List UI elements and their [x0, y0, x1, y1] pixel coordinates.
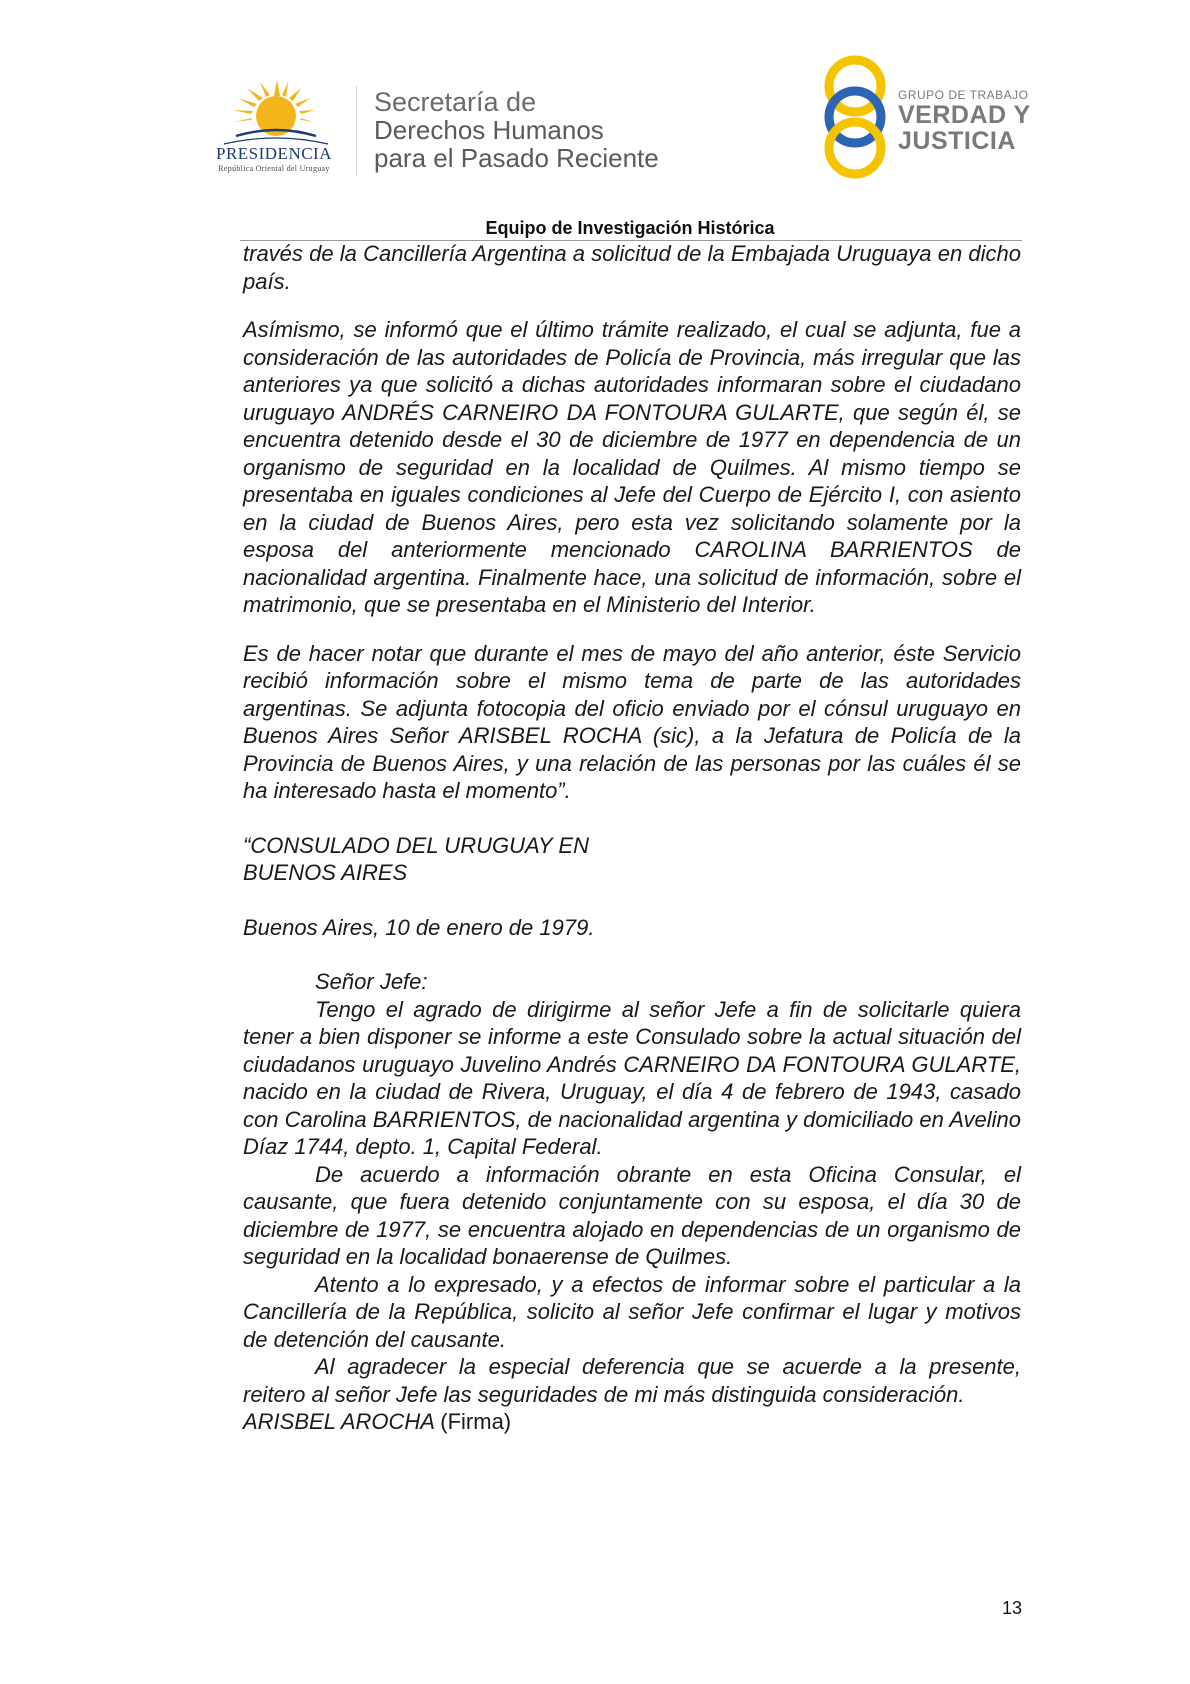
page-number: 13 [1001, 1598, 1022, 1618]
secretaria-line-2: Derechos Humanos [374, 115, 604, 145]
paragraph-3: Es de hacer notar que durante el mes de mayo del año anterior, éste Servicio recibió información sobre el mismo tema de parte de las autoridades argentinas. Se adjunta fotocopia del oficio enviado por el cónsul uruguayo en Buenos Aires Señor ARISBEL ROCHA (sic), a la Jefatura de Policía de la Provincia de Buenos Aires, y una relación de las personas por las cuáles él se ha interesado hasta el momento”. [243, 640, 1021, 803]
unit-heading: Equipo de Investigación Histórica [485, 218, 775, 238]
secretaria-line-3: para el Pasado Reciente [374, 143, 659, 173]
signature-line [243, 1408, 1021, 1436]
signature-note: (Firma) [440, 1409, 512, 1434]
grupo-small-label: GRUPO DE TRABAJO [898, 88, 1029, 102]
consulado-line-1: “CONSULADO DEL URUGUAY EN [243, 832, 589, 858]
letter-salutation: Señor Jefe: [315, 969, 428, 994]
grupo-trabajo-text [898, 88, 1031, 154]
letter-paragraph-1: Tengo el agrado de dirigirme al señor Jefe a fin de solicitarle quiera tener a bien disponer se informe a este Consulado sobre la actual situación del ciudadanos uruguayo Juvelino Andrés CARNEIRO DA FONTOURA GULARTE, nacido en la ciudad de Rivera, Uruguay, el día 4 de febrero de 1943, casado con Carolina BARRIENTOS, de nacionalidad argentina y domiciliado en Avelino Díaz 1744, depto. 1, Capital Federal. [243, 996, 1021, 1159]
page-header [0, 0, 1190, 240]
letter-date: Buenos Aires, 10 de enero de 1979. [243, 914, 595, 940]
consulado-line-2: BUENOS AIRES [243, 860, 408, 885]
document-body [243, 240, 1021, 1436]
presidencia-label: PRESIDENCIA [215, 144, 332, 163]
grupo-big-label-1: VERDAD Y [898, 101, 1031, 129]
paragraph-2: Asímismo, se informó que el último trámite realizado, el cual se adjunta, fue a consideración de las autoridades de Policía de Provincia, más irregular que las anteriores ya que solicitó a dichas autoridades informaran sobre el ciudadano uruguayo ANDRÉS CARNEIRO DA FONTOURA GULARTE, que según él, se encuentra detenido desde el 30 de diciembre de 1977 en dependencia de un organismo de seguridad en la localidad de Quilmes. Al mismo tiempo se presentaba en iguales condiciones al Jefe del Cuerpo de Ejército I, con asiento en la ciudad de Buenos Aires, pero esta vez solicitando solamente por la esposa del anteriormente mencionado CAROLINA BARRIENTOS de nacionalidad argentina. Finalmente hace, una solicitud de información, sobre el matrimonio, que se presentaba en el Ministerio del Interior. [243, 317, 1021, 617]
signature-name: ARISBEL AROCHA [243, 1409, 435, 1434]
letter-paragraph-4: Al agradecer la especial deferencia que se acuerde a la presente, reitero al señor Jefe las seguridades de mi más distinguida consideración. [243, 1354, 1021, 1407]
paragraph-1: través de la Cancillería Argentina a solicitud de la Embajada Uruguaya en dicho país. [243, 241, 1021, 294]
presidencia-subtitle: República Oriental del Uruguay [218, 164, 330, 173]
secretaria-line-1: Secretaría de [374, 87, 537, 117]
letter-paragraph-2: De acuerdo a información obrante en esta Oficina Consular, el causante, que fuera detenido conjuntamente con su esposa, el día 30 de diciembre de 1977, se encuentra alojado en dependencias de un organismo de seguridad en la localidad bonaerense de Quilmes. [243, 1161, 1021, 1269]
letter-paragraph-3: Atento a lo expresado, y a efectos de informar sobre el particular a la Cancillería de la República, solicito al señor Jefe confirmar el lugar y motivos de detención del causante. [243, 1271, 1021, 1352]
secretaria-title [374, 88, 659, 172]
rings-logo-icon [815, 54, 895, 180]
logo-divider [356, 86, 357, 176]
grupo-big-label-2: JUSTICIA [898, 127, 1016, 155]
